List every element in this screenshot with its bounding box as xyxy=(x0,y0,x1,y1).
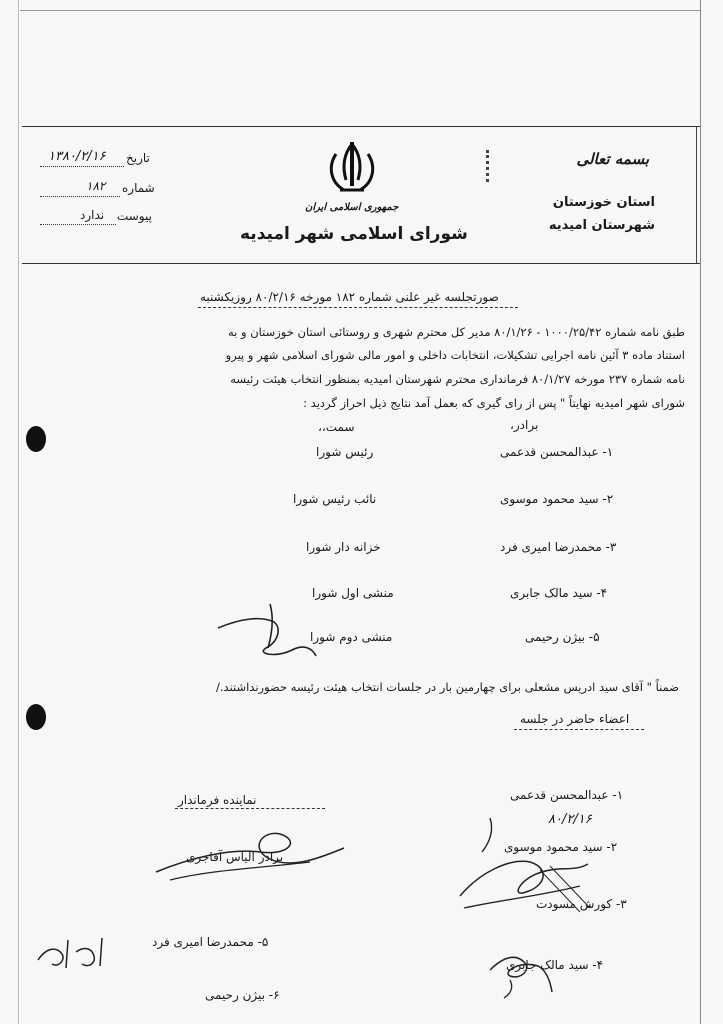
scan-edge-left xyxy=(18,0,19,1024)
handwritten-date: ۸۰/۲/۱۶ xyxy=(548,812,592,827)
member-name-3: ۳- محمدرضا امیری فرد xyxy=(500,540,617,554)
attendee-right-4: ۴- سید مالک جابری xyxy=(506,958,604,972)
signature-scribble-attendees xyxy=(450,812,600,922)
column-brothers: برادر، xyxy=(510,418,539,432)
member-name-1: ۱- عبدالمحسن قدعمی xyxy=(500,445,614,459)
paragraph-line-1: طبق نامه شماره ۱۰۰۰/۲۵/۴۲ - ۸۰/۱/۲۶ مدیر کل محترم شهری و روستائی استان خوزستان و به xyxy=(227,325,685,339)
member-name-5: ۵- بیژن رحیمی xyxy=(525,630,600,644)
member-role-4: منشی اول شورا xyxy=(312,586,394,600)
county-label: شهرستان امیدیه xyxy=(548,218,655,233)
attendees-title: اعضاء حاضر در جلسه xyxy=(520,712,630,726)
date-underline xyxy=(40,166,124,168)
member-name-4: ۴- سید مالک جابری xyxy=(510,586,608,600)
attachment-label: پیوست xyxy=(117,209,152,223)
scan-edge-top xyxy=(20,10,700,11)
signature-scribble-1 xyxy=(212,598,322,668)
governor-rep-title: نماینده فرماندار xyxy=(178,793,257,807)
member-role-3: خزانه دار شورا xyxy=(306,540,381,554)
member-name-2: ۲- سید محمود موسوی xyxy=(500,492,614,506)
signature-scribble-bottom-right xyxy=(480,940,560,1000)
attendee-right-2: ۲- سید محمود موسوی xyxy=(504,840,618,854)
attendee-left-6: ۶- بیژن رحیمی xyxy=(205,988,280,1002)
column-position: سمت،، xyxy=(318,420,355,434)
attendee-right-1: ۱- عبدالمحسن قدعمی xyxy=(510,788,624,802)
province-label: استان خوزستان xyxy=(552,195,655,210)
number-value: ۱۸۲ xyxy=(86,179,106,193)
member-role-2: نائب رئیس شورا xyxy=(293,492,377,506)
member-role-5: منشی دوم شورا xyxy=(310,630,393,644)
date-label: تاریخ xyxy=(126,151,150,165)
iran-emblem-icon xyxy=(322,140,382,198)
council-title: شورای اسلامی شهر امیدیه xyxy=(240,224,468,244)
date-value: ۱۳۸۰/۲/۱۶ xyxy=(48,149,106,164)
paragraph-line-4: شورای شهر امیدیه نهایتاً " پس از رای گیری که بعمل آمد نتایج ذیل احراز گردید : xyxy=(303,396,685,410)
scan-edge-right xyxy=(700,0,701,1024)
minutes-title: صورتجلسه غیر علنی شماره ۱۸۲ مورخه ۸۰/۲/۱۶ روزیکشنبه xyxy=(200,290,499,304)
attachment-value: ندارد xyxy=(80,208,105,222)
header-dots xyxy=(486,150,493,182)
member-role-1: رئیس شورا xyxy=(316,445,374,459)
header-right-rule xyxy=(696,126,697,263)
paragraph-line-2: استناد ماده ۳ آئین نامه اجرایی تشکیلات، انتخابات داخلی و امور مالی شورای اسلامی شهر و پیرو xyxy=(225,348,685,362)
attendee-left-5: ۵- محمدرضا امیری فرد xyxy=(152,935,269,949)
number-underline xyxy=(40,196,120,198)
paragraph-line-3: نامه شماره ۲۳۷ مورخه ۸۰/۱/۲۷ فرمانداری محترم شهرستان امیدیه بمنظور انتخاب هیئت رئیسه xyxy=(230,372,685,386)
header-bottom-rule xyxy=(22,263,700,264)
punch-hole-bottom xyxy=(26,704,46,730)
signature-scribble-governor xyxy=(150,818,350,888)
attendees-underline xyxy=(514,729,644,731)
republic-label: جمهوری اسلامی ایران xyxy=(305,202,399,213)
absence-note: ضمناً " آقای سید ادریس مشعلی برای چهارمین بار در جلسات انتخاب هیئت رئیسه حضورنداشتند./ xyxy=(215,680,679,694)
signature-scribble-left xyxy=(32,930,122,980)
attachment-underline xyxy=(40,224,116,226)
governor-rep-name: برادر الیاس آقاجری xyxy=(186,850,284,864)
number-label: شماره xyxy=(122,181,155,195)
attendee-right-3: ۳- کورش مسودت xyxy=(536,897,627,911)
governor-rep-underline xyxy=(175,808,325,810)
besmellah: بسمه تعالی xyxy=(576,150,649,168)
header-top-rule xyxy=(22,126,700,127)
punch-hole-top xyxy=(26,426,46,452)
title-underline xyxy=(198,307,518,309)
